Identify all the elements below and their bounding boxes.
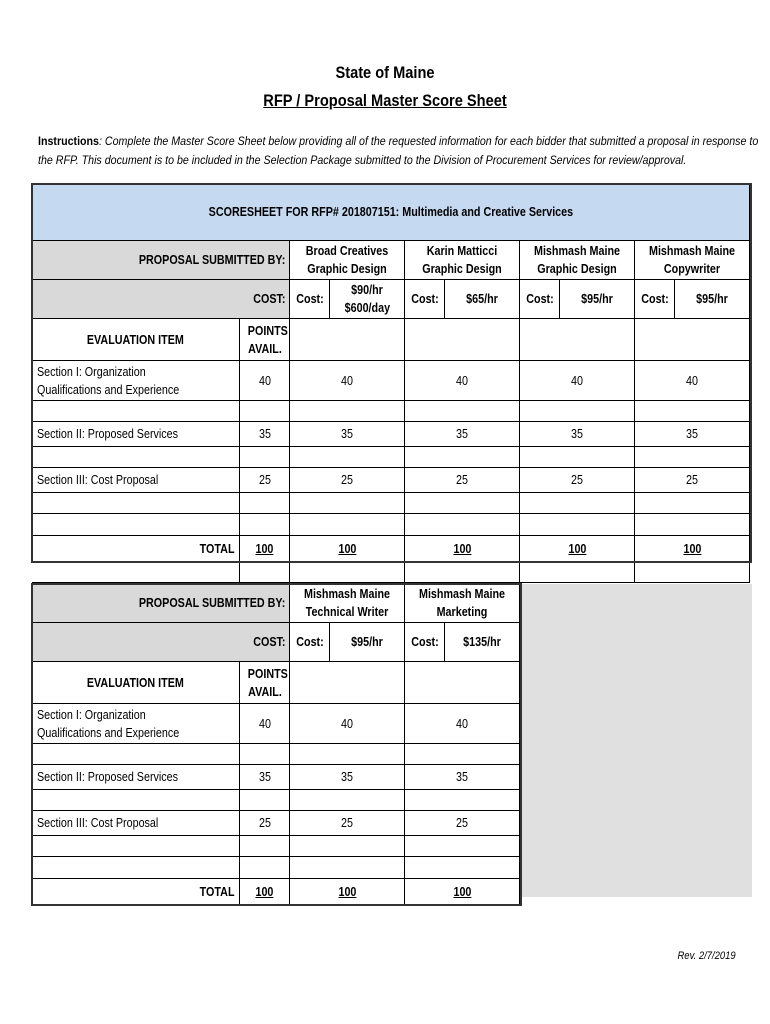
cost-prefix-text: Cost: xyxy=(525,292,554,306)
cost-prefix-text: Cost: xyxy=(640,292,669,306)
bidder-name-text: Mishmash Maine Marketing xyxy=(418,587,506,619)
section-points-text: 40 xyxy=(258,373,271,388)
bidder-score-text: 40 xyxy=(456,716,468,731)
revision-date: Rev. 2/7/2019 xyxy=(677,950,736,962)
bidder-cost-text: $90/hr $600/day xyxy=(344,283,391,315)
bidder-total-text: 100 xyxy=(338,541,356,556)
table2-frame xyxy=(31,583,522,906)
cost-prefix-text: Cost: xyxy=(410,292,439,306)
bidder-cost-text: $95/hr xyxy=(351,635,383,649)
evaluation-item-header-text: EVALUATION ITEM xyxy=(87,332,184,347)
submitted-by-label-text: PROPOSAL SUBMITTED BY: xyxy=(138,596,285,610)
bidder-score-text: 35 xyxy=(341,770,353,784)
section-points-text: 35 xyxy=(258,427,271,441)
section-label-text: Section III: Cost Proposal xyxy=(37,473,159,487)
bidder-name-text: Mishmash Maine Copywriter xyxy=(648,244,736,276)
bidder-score-text: 40 xyxy=(571,373,583,388)
cost-prefix-text: Cost: xyxy=(295,292,324,306)
cost-label-text: COST: xyxy=(252,292,285,306)
bidder-score-text: 25 xyxy=(571,473,583,487)
points-header-text: POINTS AVAIL. xyxy=(247,323,288,356)
bidder-score-text: 25 xyxy=(456,816,468,830)
bidder-name-text: Broad Creatives Graphic Design xyxy=(305,244,389,276)
section-points-text: 40 xyxy=(258,716,271,731)
bidder-total-text: 100 xyxy=(338,884,356,899)
page-title: State of Maine xyxy=(335,63,435,82)
total-points-text: 100 xyxy=(255,884,274,899)
cost-prefix-text: Cost: xyxy=(295,635,324,649)
bidder-score-text: 40 xyxy=(341,373,353,388)
bidder-score-text: 35 xyxy=(571,427,583,441)
empty-cell xyxy=(405,562,520,583)
instructions-text: : Complete the Master Score Sheet below providing all of the requested information for each bidder that submitted a proposal in response to the RFP. This document is to be included in the Selection Package submitted to the Division of Procurement Services for review/approval. xyxy=(38,134,759,167)
bidder-score-text: 35 xyxy=(456,427,468,441)
table1-frame xyxy=(31,183,752,563)
bidder-cost-text: $95/hr xyxy=(696,292,728,306)
bidder-score-text: 35 xyxy=(341,427,353,441)
bidder-score-text: 25 xyxy=(456,473,468,487)
empty-cell xyxy=(32,562,240,583)
submitted-by-label-text: PROPOSAL SUBMITTED BY: xyxy=(138,253,285,267)
table-banner-text: SCORESHEET FOR RFP# 201807151: Multimedia and Creative Services xyxy=(208,205,573,219)
empty-cell xyxy=(290,562,405,583)
bidder-name-text: Mishmash Maine Technical Writer xyxy=(303,587,391,619)
empty-cell xyxy=(240,562,290,583)
bidder-score-text: 25 xyxy=(341,816,353,830)
page-subtitle: RFP / Proposal Master Score Sheet xyxy=(263,91,507,110)
bidder-total-text: 100 xyxy=(453,884,471,899)
cost-prefix-text: Cost: xyxy=(410,635,439,649)
section-label-text: Section II: Proposed Services xyxy=(37,770,179,784)
total-label-text: TOTAL xyxy=(200,884,235,899)
total-label-text: TOTAL xyxy=(200,541,235,556)
bidder-score-text: 25 xyxy=(686,473,698,487)
cost-label-text: COST: xyxy=(252,635,285,649)
bidder-score-text: 35 xyxy=(456,770,468,784)
section-points-text: 25 xyxy=(258,473,271,487)
bidder-score-text: 40 xyxy=(456,373,468,388)
instructions-label: Instructions xyxy=(38,134,99,148)
bidder-cost-text: $135/hr xyxy=(463,635,501,649)
evaluation-item-header-text: EVALUATION ITEM xyxy=(87,675,184,690)
bidder-cost-text: $95/hr xyxy=(581,292,613,306)
bidder-score-text: 40 xyxy=(341,716,353,731)
total-points-text: 100 xyxy=(255,541,274,556)
bidder-total-text: 100 xyxy=(453,541,471,556)
points-header-text: POINTS AVAIL. xyxy=(247,666,288,699)
section-label-text: Section III: Cost Proposal xyxy=(37,816,159,830)
bidder-name-text: Mishmash Maine Graphic Design xyxy=(533,244,621,276)
bidder-score-text: 25 xyxy=(341,473,353,487)
empty-cell xyxy=(520,562,635,583)
section-points-text: 35 xyxy=(258,770,271,784)
bidder-cost-text: $65/hr xyxy=(466,292,498,306)
empty-area xyxy=(520,584,752,897)
bidder-total-text: 100 xyxy=(683,541,701,556)
empty-cell xyxy=(635,562,750,583)
instructions xyxy=(38,132,769,170)
bidder-score-text: 35 xyxy=(686,427,698,441)
bidder-total-text: 100 xyxy=(568,541,586,556)
section-label-text: Section I: Organization Qualifications and Experience xyxy=(37,364,180,397)
section-label-text: Section II: Proposed Services xyxy=(37,427,179,441)
bidder-score-text: 40 xyxy=(686,373,698,388)
section-label-text: Section I: Organization Qualifications and Experience xyxy=(37,707,180,740)
section-points-text: 25 xyxy=(258,816,271,830)
bidder-name-text: Karin Matticci Graphic Design xyxy=(422,244,502,276)
